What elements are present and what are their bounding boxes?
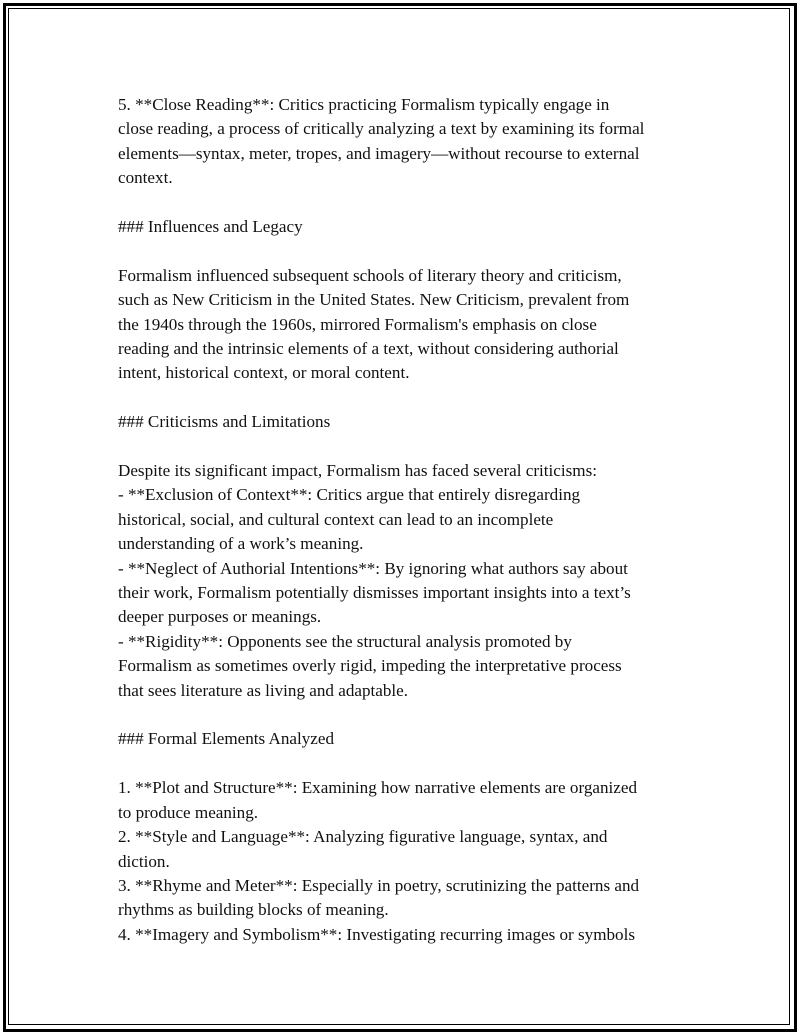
text-line: diction.: [118, 851, 170, 871]
text-line: - **Exclusion of Context**: Critics argue that entirely disregarding: [118, 485, 581, 505]
document-body: [118, 93, 688, 947]
text-line: Formalism influenced subsequent schools of literary theory and criticism,: [118, 265, 622, 285]
text-line: the 1940s through the 1960s, mirrored Formalism's emphasis on close: [118, 314, 597, 334]
text-line: understanding of a work’s meaning.: [118, 534, 364, 554]
text-line: - **Rigidity**: Opponents see the structural analysis promoted by: [118, 631, 572, 651]
text-line: ### Influences and Legacy: [118, 217, 303, 237]
text-line: 4. **Imagery and Symbolism**: Investigating recurring images or symbols: [118, 924, 636, 944]
text-line: deeper purposes or meanings.: [118, 607, 322, 627]
text-line: elements—syntax, meter, tropes, and imagery—without recourse to external: [118, 143, 640, 163]
text-line: context.: [118, 168, 173, 188]
section-heading: [118, 410, 688, 434]
text-line: 1. **Plot and Structure**: Examining how narrative elements are organized: [118, 778, 637, 798]
section-heading: [118, 215, 688, 239]
text-line: their work, Formalism potentially dismisses important insights into a text’s: [118, 583, 631, 603]
text-paragraph: [118, 776, 688, 947]
text-line: ### Criticisms and Limitations: [118, 412, 331, 432]
text-line: - **Neglect of Authorial Intentions**: By ignoring what authors say about: [118, 558, 628, 578]
text-paragraph: [118, 459, 688, 703]
text-line: Formalism as sometimes overly rigid, impeding the interpretative process: [118, 656, 622, 676]
text-line: intent, historical context, or moral content.: [118, 363, 410, 383]
text-line: to produce meaning.: [118, 802, 259, 822]
text-line: that sees literature as living and adaptable.: [118, 680, 409, 700]
text-line: close reading, a process of critically analyzing a text by examining its formal: [118, 119, 645, 139]
section-heading: [118, 727, 688, 751]
text-line: such as New Criticism in the United States. New Criticism, prevalent from: [118, 290, 630, 310]
text-line: historical, social, and cultural context can lead to an incomplete: [118, 509, 554, 529]
text-paragraph: [118, 264, 688, 386]
text-line: 2. **Style and Language**: Analyzing figurative language, syntax, and: [118, 827, 608, 847]
text-line: 3. **Rhyme and Meter**: Especially in poetry, scrutinizing the patterns and: [118, 875, 640, 895]
text-line: rhythms as building blocks of meaning.: [118, 900, 389, 920]
text-line: Despite its significant impact, Formalism has faced several criticisms:: [118, 461, 597, 481]
text-line: reading and the intrinsic elements of a text, without considering authorial: [118, 339, 619, 359]
text-line: ### Formal Elements Analyzed: [118, 729, 335, 749]
text-paragraph: [118, 93, 688, 191]
text-line: 5. **Close Reading**: Critics practicing Formalism typically engage in: [118, 95, 610, 114]
